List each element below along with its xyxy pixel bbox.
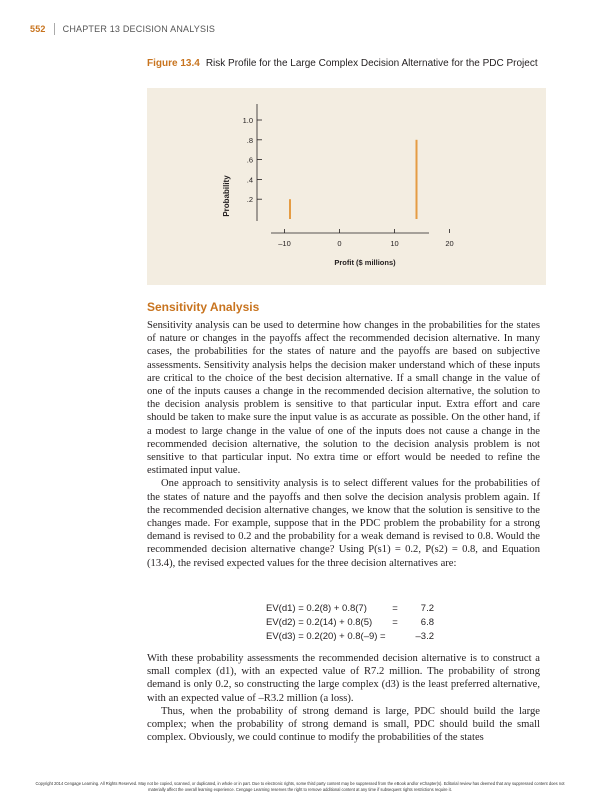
body-text-block-2 xyxy=(147,652,540,744)
y-tick-label: .4 xyxy=(246,175,253,185)
paragraph-3: With these probability assessments the recommended decision alternative is to construct a small complex (d1), with an expected value of R7.2 million. The probability of strong demand is only 0.2, so constructing the large complex (d3) is the least preferred alternative, with an expected value of –R3.2 million (a loss). xyxy=(147,653,540,704)
paragraph-2: One approach to sensitivity analysis is to select different values for the probabilities of the states of nature and the payoffs and then solve the decision analysis problem again. If the recommended decision alternative changes, we know that the solution is sensitive to the changes made. For example, suppose that in the PDC problem the probability for a strong demand is revised to 0.2 and the probability for a weak demand is revised to 0.8. Would the recommended decision alternative change? Using P(s1) = 0.2, P(s2) = 0.8, and Equation (13.4), the revised expected values for the three decision alternatives are: xyxy=(147,478,540,569)
equation-value: –3.2 xyxy=(415,631,434,642)
x-tick-label: 0 xyxy=(337,239,342,248)
x-tick-label: 10 xyxy=(390,239,399,248)
paragraph-1: Sensitivity analysis can be used to determine how changes in the probabilities for the states of nature or changes in the payoffs affect the recommended decision alternative. In many cases, the probabilities for the states of nature and the payoffs are based on subjective assessments. Sensitivity analysis helps the decision maker understand which of these inputs are critical to the choice of the best decision alternative. If a small change in the value of one of the inputs causes a change in the recommended decision alternative, the solution to the decision analysis problem is sensitive to that particular input. Extra effort and care should be taken to make sure the input value is as accurate as possible. On the other hand, if a modest to large change in the value of one of the inputs does not cause a change in the recommended decision alternative, the solution to the decision analysis problem is not sensitive to that particular input. No extra time or effort would be needed to refine the estimated input value. xyxy=(147,320,540,477)
page-number: 552 xyxy=(30,24,46,34)
probability-bar xyxy=(289,199,291,219)
equation-row xyxy=(266,616,434,630)
y-tick-label: 1.0 xyxy=(242,116,253,125)
x-tick-label: 20 xyxy=(445,239,454,248)
equation-lhs: EV(d3) = 0.2(20) + 0.8(–9) = xyxy=(266,631,386,642)
probability-bar xyxy=(416,140,418,219)
expected-value-equations xyxy=(266,602,434,644)
x-axis-label: Profit ($ millions) xyxy=(334,258,396,267)
figure-caption-text: Risk Profile for the Large Complex Decision Alternative for the PDC Project xyxy=(205,58,538,69)
equation-value: 7.2 xyxy=(420,603,434,614)
body-text-block-1 xyxy=(147,319,540,570)
y-tick-label: .8 xyxy=(246,135,253,145)
y-tick-label: .6 xyxy=(246,155,253,165)
figure-label: Figure 13.4 xyxy=(147,58,200,69)
y-tick-label: .2 xyxy=(246,195,253,205)
equation-row xyxy=(266,602,434,616)
equation-equals: = xyxy=(392,617,398,628)
equation-lhs: EV(d1) = 0.2(8) + 0.8(7) xyxy=(266,603,367,614)
equation-equals xyxy=(386,630,404,644)
equation-equals: = xyxy=(392,603,398,614)
equation-lhs: EV(d2) = 0.2(14) + 0.8(5) xyxy=(266,617,373,628)
header-divider xyxy=(54,23,55,35)
y-axis-label: Probability xyxy=(222,175,231,217)
figure-caption xyxy=(147,57,547,70)
section-title: Sensitivity Analysis xyxy=(147,300,260,314)
equation-row xyxy=(266,630,434,644)
running-header xyxy=(30,23,215,35)
copyright-footer: Copyright 2014 Cengage Learning. All Rights Reserved. May not be copied, scanned, or duplicated, in whole or in part. Due to electronic rights, some third party content may be suppressed from the eBook and/or eChapter(s). Editorial review has deemed that any suppressed content does not materially affect the overall learning experience. Cengage Learning reserves the right to remove additional content at any time if subsequent rights restrictions require it. xyxy=(35,781,565,792)
risk-profile-chart xyxy=(147,88,546,285)
equation-value: 6.8 xyxy=(420,617,434,628)
chart-svg xyxy=(147,88,546,285)
x-tick-label: –10 xyxy=(278,239,291,248)
chapter-title: CHAPTER 13 DECISION ANALYSIS xyxy=(62,24,216,34)
paragraph-4: Thus, when the probability of strong demand is large, PDC should build the large complex; when the probability of strong demand is small, PDC should build the small complex. Obviously, we could continue to modify the probabilities of the states xyxy=(147,705,540,744)
